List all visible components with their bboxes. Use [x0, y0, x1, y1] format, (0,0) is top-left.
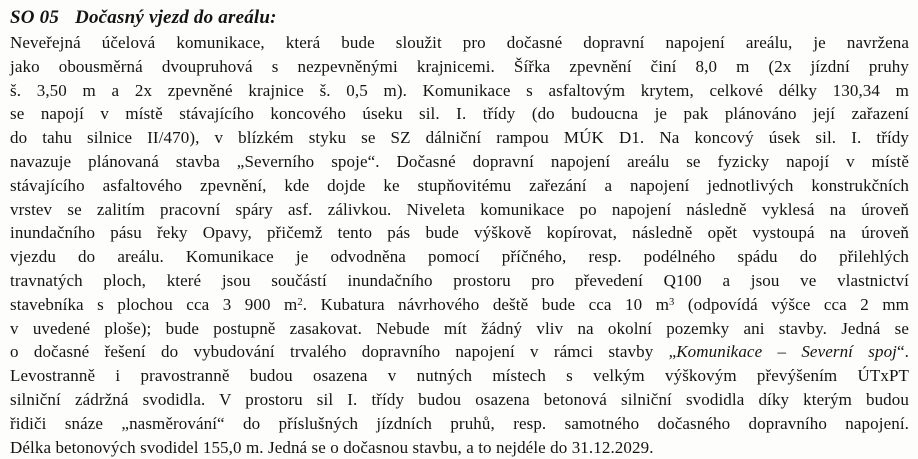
text-line: [10, 221, 909, 245]
document-body: [10, 31, 909, 459]
body-text: vjezdu do areálu. Komunikace je odvodněna pomocí příčného, resp. podélného spádu do přilehlých: [10, 247, 909, 267]
body-text: š. 3,50 m a 2x zpevněné krajnice š. 0,5 m). Komunikace s asfaltovým krytem, celkové délky 130,34 m: [10, 80, 909, 100]
text-line: [10, 245, 909, 269]
body-text: inundačního pásu řeky Opavy, přičemž tento pás bude výškově kopírovat, následně opět vystoupá na úroveň: [10, 223, 909, 243]
body-text: navazuje plánovaná stavba „Severního spoje“. Dočasné dopravní napojení areálu se fyzicky napojí v místě: [10, 151, 909, 171]
text-line: [10, 102, 909, 126]
body-text: stávajícího asfaltového zpevnění, kde dojde ke stupňovitému zařezání a napojení jednotlivých konstrukčních: [10, 175, 909, 195]
body-text: Levostranně i pravostranně budou osazena v nutných místech s velkým výškovým převýšením ÚTxPT: [10, 366, 909, 386]
text-line: [10, 126, 909, 150]
body-text: . Kubatura návrhového deště bude cca 10 m: [302, 294, 670, 314]
superscript-text: 2: [297, 297, 303, 309]
text-line: [10, 293, 909, 317]
body-text: travnatých ploch, které jsou součástí inundačního prostoru pro převedení Q100 a jsou ve vlastnictví: [10, 270, 909, 290]
body-text: Délka betonových svodidel 155,0 m. Jedná se o dočasnou stavbu, a to nejdéle do 31.12.2029.: [10, 437, 654, 457]
text-line: [10, 150, 909, 174]
document-title: [10, 4, 909, 31]
body-text: Neveřejná účelová komunikace, která bude sloužit pro dočasné dopravní napojení areálu, je navržena: [10, 33, 909, 52]
body-text: vrstev se zalitím pracovní spáry asf. zálivkou. Niveleta komunikace po napojení následně vyklesá na úroveň: [10, 199, 909, 219]
body-text: do tahu silnice II/470), v blízkém styku se SZ dálniční rampou MÚK D1. Na koncový úsek sil. I. třídy: [10, 128, 909, 148]
document-title-number: SO 05: [10, 7, 60, 28]
text-line: [10, 412, 909, 436]
body-text: (odpovídá výšce cca 2 mm: [674, 294, 909, 314]
body-text: stavebníka s plochou cca 3 900 m: [10, 294, 298, 314]
text-line: [10, 388, 909, 412]
text-line: [10, 340, 909, 364]
body-text: se napojí v místě stávajícího koncového úseku sil. I. třídy (do budoucna je pak plánováno její zařazení: [10, 104, 909, 124]
text-line: [10, 364, 909, 388]
text-line: [10, 436, 909, 459]
body-text: “.: [897, 342, 909, 362]
text-line: [10, 55, 909, 79]
text-line: [10, 174, 909, 198]
text-line: [10, 31, 909, 55]
text-line: [10, 269, 909, 293]
superscript-text: 3: [669, 297, 675, 309]
body-text: jako obousměrná dvoupruhová s nezpevněnými krajnicemi. Šířka zpevnění činí 8,0 m (2x jízdní pruhy: [10, 56, 909, 76]
text-line: [10, 79, 909, 103]
body-text: silniční zádržná svodidla. V prostoru sil I. třídy budou osazena betonová silniční svodidla díky kterým budou: [10, 389, 909, 409]
body-text: řidiči snáze „nasměrování“ do příslušných jízdních pruhů, resp. samotného dočasného dopravního napojení.: [10, 413, 909, 433]
document-title-text: Dočasný vjezd do areálu:: [75, 7, 277, 28]
text-line: [10, 317, 909, 341]
text-line: [10, 198, 909, 222]
body-text: v uvedené ploše); bude postupně zasakovat. Nebude mít žádný vliv na okolní pozemky ani stavby. Jedná se: [10, 318, 909, 338]
italic-text: Komunikace – Severní spoj: [676, 342, 897, 362]
body-text: o dočasné řešení do vybudování trvalého dopravního napojení v rámci stavby „: [10, 342, 677, 362]
